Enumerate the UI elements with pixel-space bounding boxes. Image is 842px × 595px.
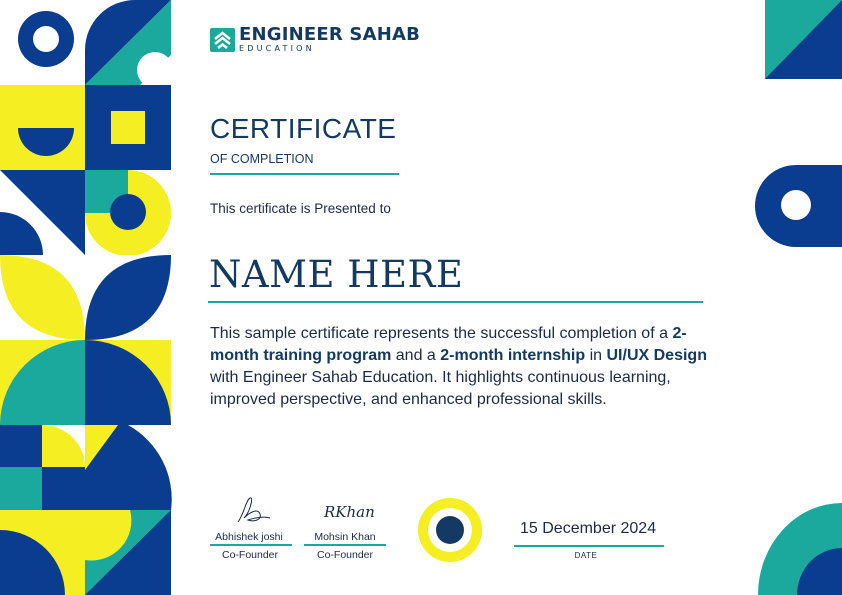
signature-line-2 [304,544,386,546]
description-text-2: and a [391,347,441,364]
recipient-name: NAME HERE [209,253,464,296]
signatory-name-2: Mohsin Khan [314,531,376,543]
brand-subtitle: EDUCATION [239,44,315,53]
description-text-1: This sample certificate represents the successful completion of a [210,325,673,342]
description-bold-3: UI/UX Design [606,347,707,364]
certificate-title: CERTIFICATE [210,113,397,144]
brand-name: ENGINEER SAHAB [239,24,421,45]
signatory-role-2: Co-Founder [316,549,374,561]
signature-abhishek [230,494,272,528]
engineer-sahab-logo-icon [210,28,235,52]
description-bold-2: 2-month internship [440,347,586,364]
brand [239,26,420,53]
certificate-subtitle: OF COMPLETION [210,152,314,166]
certificate-date: 15 December 2024 [520,520,657,537]
title-underline [210,173,399,175]
signature-line-1 [210,544,292,546]
certificate-description [210,323,710,411]
signature-mohsin: RKhan [324,503,375,521]
date-underline [514,545,664,547]
signatory-name-1: Abhishek joshi [215,531,283,543]
description-bold-1: 2-month training program [210,325,687,364]
name-underline [208,301,703,303]
date-label: DATE [574,551,598,560]
signatory-role-1: Co-Founder [221,549,279,561]
presented-to-text: This certificate is Presented to [210,201,391,216]
description-text-3: in [585,347,607,364]
description-text-4: with Engineer Sahab Education. It highlights continuous learning, improved perspective, and enhanced professional skills. [210,369,671,408]
